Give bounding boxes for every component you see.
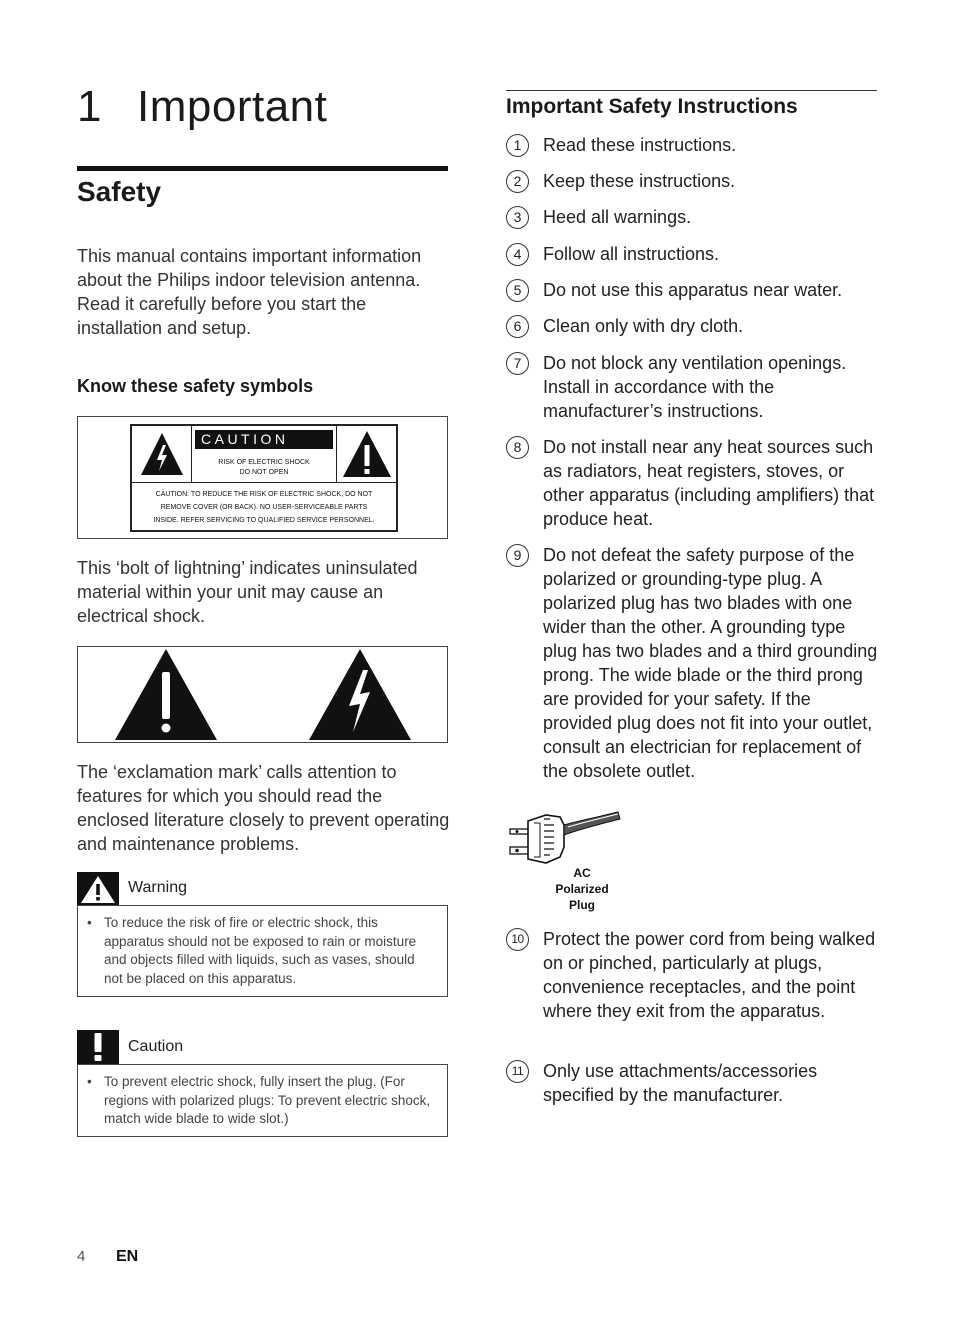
item-marker: 4 [506, 243, 529, 266]
item-text: Do not block any ventilation openings. Install in accordance with the manufacturer’s instructions. [543, 353, 847, 421]
item-text: Only use attachments/accessories specified by the manufacturer. [543, 1061, 818, 1105]
exclamation-triangle-icon [114, 648, 218, 741]
exclamation-explanation: The ‘exclamation mark’ calls attention to features for which you should read the enclosed literature closely to prevent operating and maintenance problems. [77, 762, 450, 854]
ac-polarized-plug-figure [506, 807, 626, 912]
risk-line-2: DO NOT OPEN [239, 469, 289, 476]
power-plug-icon [506, 807, 626, 867]
page-number: 4 [77, 1248, 86, 1265]
warning-triangle-icon [77, 872, 119, 905]
lightning-warning-icon [132, 426, 192, 483]
fine-line-1: CAUTION: TO REDUCE THE RISK OF ELECTRIC SHOCK, DO NOT [155, 491, 373, 498]
item-marker: 10 [506, 928, 529, 951]
symbols-figure [77, 646, 448, 743]
caution-label-text: Caution [128, 1038, 184, 1055]
risk-line-1: RISK OF ELECTRIC SHOCK [218, 459, 310, 466]
item-marker: 5 [506, 279, 529, 302]
warning-header [77, 872, 448, 905]
chapter-heading [77, 82, 327, 132]
fine-line-2: REMOVE COVER (OR BACK). NO USER-SERVICEABLE PARTS [160, 504, 368, 511]
exclamation-warning-icon [336, 426, 396, 483]
item-text: Heed all warnings. [543, 207, 692, 227]
exclamation-icon [77, 1030, 119, 1064]
item-marker: 11 [506, 1060, 529, 1083]
item-marker: 9 [506, 544, 529, 567]
chapter-number: 1 [77, 82, 102, 131]
item-marker: 3 [506, 206, 529, 229]
item-marker: 2 [506, 170, 529, 193]
bullet: • [87, 915, 92, 930]
caution-header [77, 1030, 448, 1064]
plug-caption-line-1: AC Polarized [555, 866, 609, 896]
instructions-divider [506, 90, 877, 91]
item-marker: 6 [506, 315, 529, 338]
item-text: Protect the power cord from being walked on or pinched, particularly at plugs, convenience receptacles, and the point where they exit from the apparatus. [543, 929, 876, 1021]
risk-text [192, 458, 336, 478]
item-marker: 1 [506, 134, 529, 157]
symbols-heading: Know these safety symbols [77, 376, 314, 396]
plug-caption-line-2: Plug [569, 898, 595, 912]
warning-text: To reduce the risk of fire or electric shock, this apparatus should not be exposed to rain or moisture and objects filled with liquids, such as vases, should not be placed on this apparatus. [104, 915, 417, 986]
warning-box [77, 905, 448, 997]
item-text: Follow all instructions. [543, 244, 720, 264]
item-text: Read these instructions. [543, 135, 737, 155]
caution-fine-print [132, 488, 396, 527]
language-code: EN [116, 1248, 139, 1265]
instructions-title: Important Safety Instructions [506, 95, 798, 118]
warning-label: Warning [128, 879, 187, 896]
caution-box [77, 1064, 448, 1137]
item-text: Do not defeat the safety purpose of the polarized or grounding-type plug. A polarized plug has two blades with one wider than the other. A grounding type plug has two blades and a third grounding prong. The wide blade or the third prong are provided for your safety. If the provided plug does not fit into your outlet, consult an electrician for replacement of the obsolete outlet. [543, 545, 878, 781]
plug-caption [546, 865, 618, 913]
caution-text: To prevent electric shock, fully insert the plug. (For regions with polarized plugs: To prevent electric shock, match wide blade to wide slot.) [104, 1074, 431, 1126]
caution-label-figure [77, 416, 448, 539]
caution-label [130, 424, 398, 532]
section-title-safety: Safety [77, 176, 162, 207]
item-marker: 7 [506, 352, 529, 375]
item-text: Do not use this apparatus near water. [543, 280, 843, 300]
item-text: Clean only with dry cloth. [543, 316, 744, 336]
chapter-title: Important [137, 82, 328, 131]
item-text: Do not install near any heat sources such as radiators, heat registers, stoves, or other apparatus (including amplifiers) that produce heat. [543, 437, 875, 529]
item-marker: 8 [506, 436, 529, 459]
item-text: Keep these instructions. [543, 171, 736, 191]
fine-line-3: INSIDE. REFER SERVICING TO QUALIFIED SERVICE PERSONNEL. [153, 517, 375, 524]
bullet: • [87, 1074, 92, 1089]
lightning-triangle-icon [308, 648, 412, 741]
lightning-explanation: This ‘bolt of lightning’ indicates uninsulated material within your unit may cause an electrical shock. [77, 558, 418, 626]
caution-banner: CAUTION [195, 430, 333, 449]
safety-intro-paragraph: This manual contains important information about the Philips indoor television antenna. Read it carefully before you start the installation and setup. [77, 246, 422, 338]
section-divider [77, 166, 448, 171]
